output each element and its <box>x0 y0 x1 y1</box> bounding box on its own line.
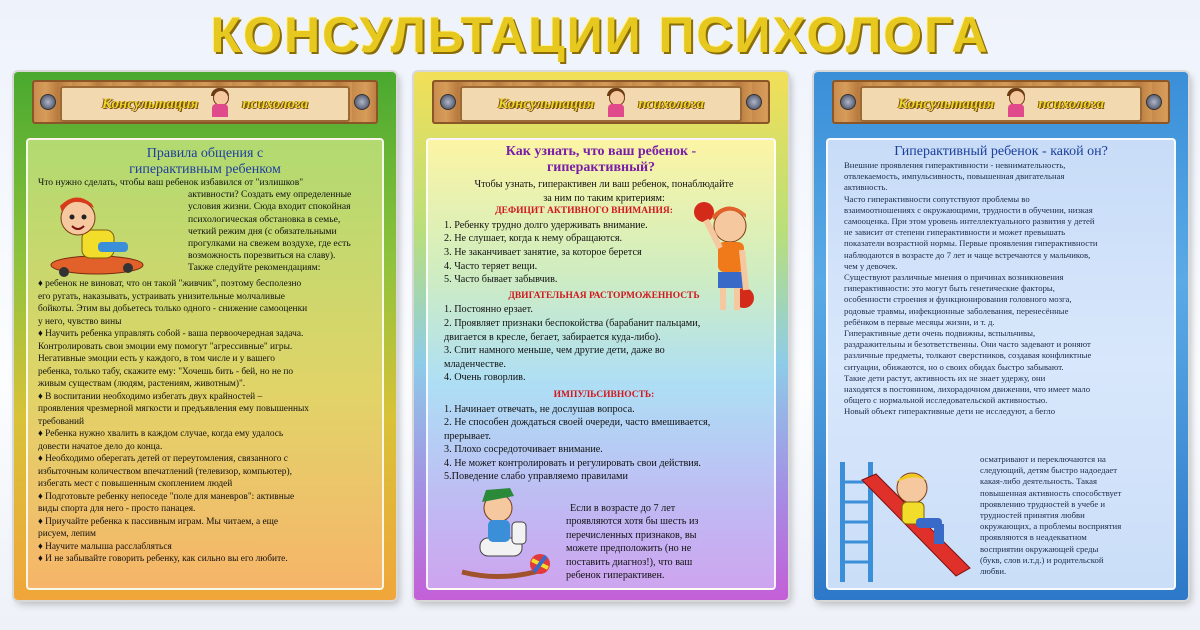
text-line: ♦ Ребенка нужно хвалить в каждом случае, когда ему удалось <box>38 429 284 439</box>
text-line: ♦ И не забывайте говорить ребенку, как сильно вы его любите. <box>38 554 288 564</box>
text-line: Что нужно сделать, чтобы ваш ребенок избавился от "излишков" <box>38 177 304 188</box>
text-line: виды спорта для него - просто панацея. <box>38 504 196 514</box>
text-line: требований <box>38 416 85 427</box>
plate-word-2: психолога <box>1038 95 1105 112</box>
girl-reading-icon <box>208 90 232 118</box>
text-line: проявления чрезмерной мягкости и предъявления ему повышенных <box>38 404 309 414</box>
text-line: осматривают и переключаются на <box>980 454 1106 464</box>
text-line: Такие дети растут, активность их не знает удержу, они <box>844 372 1046 383</box>
title-line: гиперактивный? <box>546 160 656 175</box>
text-line: находятся в постоянном, лихорадочном движении, что имеет мало <box>844 384 1091 395</box>
text-line: активность. <box>844 182 888 193</box>
section-heading: ДЕФИЦИТ АКТИВНОГО ВНИМАНИЯ: <box>495 206 673 217</box>
page-title: КОНСУЛЬТАЦИИ ПСИХОЛОГА <box>210 7 990 63</box>
text-line: 4. Часто теряет вещи. <box>444 260 538 272</box>
text-line: 3. Спит намного меньше, чем другие дети, даже во <box>444 345 665 357</box>
text-line: прерывает. <box>444 430 491 442</box>
text-line: 1. Ребенку трудно долго удерживать внимание. <box>444 219 648 231</box>
text-line: ♦ Научите малыша расслабляться <box>38 541 172 552</box>
text-line: 4. Очень говорлив. <box>444 372 526 384</box>
text-line: избегать мест с повышенным скоплением людей <box>38 479 233 489</box>
text-line: можете предположить (но не <box>566 543 692 555</box>
text-line: Часто гиперактивности сопутствуют проблемы во <box>844 193 1030 204</box>
recommendations-list <box>38 278 309 566</box>
text-line: четкий режим дня (с обязательными <box>188 225 337 237</box>
text-line: 1. Постоянно ерзает. <box>444 304 533 316</box>
text-line: 2. Проявляет признаки беспокойства (барабанит пальцами, <box>444 317 701 329</box>
text-line: психологическая обстановка в семье, <box>188 213 341 225</box>
text-line: любви. <box>980 566 1007 577</box>
text-line: Контролировать свои эмоции ему помогут "агрессивные" игры. <box>38 341 293 352</box>
screw-icon <box>840 94 856 110</box>
plate-word-1: Консультация <box>101 95 199 112</box>
text-line: различные предметы, толкают сверстников, создавая конфликтные <box>844 350 1092 361</box>
header-plate <box>460 86 742 122</box>
criteria-list <box>444 403 764 485</box>
plate-word-1: Консультация <box>897 95 995 112</box>
text-line: ♦ Приучайте ребенка к пассивным играм. Мы читаем, а еще <box>38 516 279 527</box>
panel-rules <box>14 72 396 600</box>
screw-icon <box>354 94 370 110</box>
text-line: проявлению трудностей в учебе и <box>980 498 1106 509</box>
text-line: ♦ Необходимо оберегать детей от переутомления, связанного с <box>38 454 288 464</box>
text-line: условия жизни. Сюда входит спокойная <box>188 201 351 213</box>
text-line: его ругать, наказывать, устраивать унизительные молчаливые <box>38 291 285 302</box>
header-plate <box>60 86 350 122</box>
panel-title <box>28 146 382 178</box>
text-line: проявляются хотя бы шесть из <box>566 516 699 528</box>
title-line: Правила общения с <box>146 146 264 161</box>
text-line: ребенок гиперактивен. <box>566 570 665 582</box>
text-line: показатели возрастной нормы. Первые проявления гиперактивности <box>844 238 1098 249</box>
section-heading: ИМПУЛЬСИВНОСТЬ: <box>553 389 655 400</box>
screw-icon <box>746 94 762 110</box>
section-heading: ДВИГАТЕЛЬНАЯ РАСТОРМОЖЕННОСТЬ <box>508 290 700 301</box>
boy-slide-illustration <box>832 452 972 588</box>
text-line: Гиперактивные дети очень подвижны, вспыльчивы, <box>844 328 1036 339</box>
text-line: следующий, детям быстро надоедает <box>980 465 1118 476</box>
text-line: 5. Часто бывает забывчив. <box>444 274 558 286</box>
boy-boxing-illustration <box>692 190 758 320</box>
text-line: повышенная активность способствует <box>980 487 1122 498</box>
plate-word-2: психолога <box>638 95 705 112</box>
text-line: двигается в кресле, бегает, забирается куда-либо). <box>444 331 661 343</box>
panel-title <box>428 144 774 176</box>
text-line: 1. Начинает отвечать, не дослушав вопроса. <box>444 403 635 415</box>
text-line: самооценка. При этом уровень интеллектуального развития у детей <box>844 216 1095 227</box>
text-line: ребенка, только табу, скажите ему: "Хочешь бить - бей, но не по <box>38 366 294 377</box>
text-line: родовые травмы, инфекционные заболевания, перенесённые <box>844 305 1069 316</box>
text-line: Если в возрасте до 7 лет <box>570 503 676 514</box>
text-line: Внешние проявления гиперактивности - невнимательность, <box>844 160 1066 170</box>
text-line: возможность порезвиться на славу). <box>188 250 336 262</box>
screw-icon <box>1146 94 1162 110</box>
text-line: довести начатое дело до конца. <box>38 441 163 452</box>
text-line: окружающих, а проблемы восприятия <box>980 521 1122 532</box>
text-line: рисуем, лепим <box>38 529 96 539</box>
text-line: какая-либо деятельность. Такая <box>980 476 1097 487</box>
description-text-right <box>980 454 1170 577</box>
text-line: ♦ В воспитании необходимо избегать двух крайностей – <box>38 391 263 402</box>
text-line: активности? Создать ему определенные <box>188 189 352 201</box>
text-line: не зависит от степени гиперактивности и может превышать <box>844 227 1066 238</box>
text-line: у него, чувство вины <box>38 316 122 327</box>
text-line: 4. Не может контролировать и регулировать свои действия. <box>444 457 701 469</box>
conclusion-text <box>566 502 698 582</box>
header-plank <box>32 80 378 124</box>
text-line: гиперактивности: это могут быть генетические факторы, <box>844 283 1055 294</box>
text-line: бойкоты. Этим вы добьетесь только одного - снижение самооценки <box>38 304 308 314</box>
text-line: Также следуйте рекомендациям: <box>188 262 321 274</box>
text-line: избыточным количеством впечатлений (телевизор, компьютер), <box>38 466 292 477</box>
title-line: Как узнать, что ваш ребенок - <box>505 144 697 159</box>
text-line: ♦ Подготовьте ребенку непоседе "поле для маневров": активные <box>38 491 295 502</box>
text-line: 3. Не заканчивает занятие, за которое берется <box>444 246 642 258</box>
text-line: Новый объект гиперактивные дети не исследуют, а бегло <box>844 406 1056 417</box>
girl-reading-icon <box>604 90 628 118</box>
text-line: наблюдаются в возрасте до 7 лет и чаще встречаются у мальчиков, <box>844 249 1091 260</box>
text-line: взаимоотношениях с окружающими, трудности в обучении, низкая <box>844 204 1093 215</box>
header-plank <box>432 80 770 124</box>
text-line: 2. Не способен дождаться своей очереди, часто вмешивается, <box>444 417 711 429</box>
boy-skateboard-illustration <box>42 190 146 282</box>
text-line: перечисленных признаков, вы <box>566 529 697 541</box>
text-line: прогулками на свежем воздухе, где есть <box>188 238 351 250</box>
header-plate <box>860 86 1142 122</box>
text-line: трудностей принятия любви <box>980 510 1085 521</box>
text-line: 3. Плохо сосредоточивает внимание. <box>444 444 603 456</box>
description-text <box>844 160 1170 418</box>
text-line: Существуют различные мнения о причинах возникновения <box>844 272 1064 283</box>
girl-reading-icon <box>1004 90 1028 118</box>
plate-word-1: Консультация <box>497 95 595 112</box>
text-line: ♦ Научить ребенка управлять собой - ваша первоочередная задача. <box>38 329 304 339</box>
text-line: 2. Не слушает, когда к нему обращаются. <box>444 233 623 245</box>
text-line: поставить диагноз!), что ваш <box>566 556 693 568</box>
title-line: гиперактивным ребенком <box>129 162 281 177</box>
screw-icon <box>440 94 456 110</box>
text-line: ♦ ребенок не виноват, что он такой "живчик", поэтому бесполезно <box>38 279 302 289</box>
text-line: Негативные эмоции есть у каждого, в том числе и у вашего <box>38 354 275 364</box>
text-line: живым существам (людям, растениям, животным)". <box>38 379 246 389</box>
text-line: младенчестве. <box>444 358 506 370</box>
text-line: раздражительны и безответственны. Они часто задевают и роняют <box>844 339 1091 350</box>
text-line: проявляются в неадекватном <box>980 532 1087 543</box>
text-line: общего с нормальной исследовательской активностью. <box>844 395 1048 406</box>
plate-word-2: психолога <box>242 95 309 112</box>
text-line: отвлекаемость, импульсивность, повышенная двигательная <box>844 171 1065 182</box>
text-line: 5.Поведение слабо управляемо правилами <box>444 471 628 483</box>
text-line: ситуации, обижаются, но о своих обидах быстро забывают. <box>844 361 1064 372</box>
text-line: особенности строения и функционирования головного мозга, <box>844 294 1072 305</box>
screw-icon <box>40 94 56 110</box>
text-line: ребёнком в первые месяцы жизни, и т. д. <box>844 316 995 327</box>
text-line: восприятии окружающей среды <box>980 543 1099 554</box>
text-line: чем у девочек. <box>844 260 898 271</box>
panel-title: Гиперактивный ребенок - какой он? <box>894 144 1108 159</box>
text-line: (букв, слов и.т.д.) и родительской <box>980 554 1104 565</box>
text-line: Чтобы узнать, гиперактивен ли ваш ребенок, понаблюдайте <box>474 179 734 190</box>
header-plank <box>832 80 1170 124</box>
boy-rocking-horse-illustration <box>452 482 552 582</box>
text-line: за ним по таким критериям: <box>543 192 665 204</box>
